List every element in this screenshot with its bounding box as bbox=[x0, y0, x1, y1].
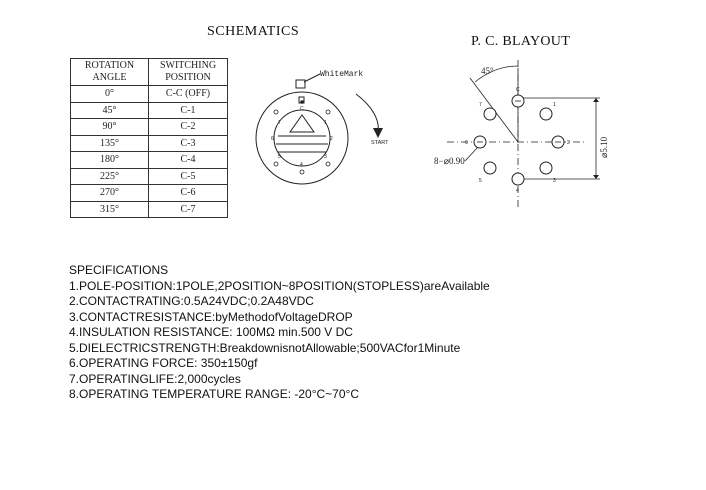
pcb-layout-title: P. C. BLAYOUT bbox=[471, 34, 571, 49]
spec-item: 6.OPERATING FORCE: 350±150gf bbox=[69, 356, 258, 370]
white-mark bbox=[296, 80, 305, 88]
pin-label: 6 bbox=[465, 140, 468, 146]
table-row bbox=[71, 86, 228, 103]
angle-cell: 135° bbox=[71, 135, 149, 152]
table-row bbox=[71, 185, 228, 202]
pin-label: 7 bbox=[479, 102, 482, 108]
header-line: ANGLE bbox=[92, 72, 127, 83]
angle-cell: 180° bbox=[71, 152, 149, 169]
pin-label: C bbox=[516, 87, 520, 93]
pin-hole bbox=[326, 162, 330, 166]
white-mark-label: WhiteMark bbox=[320, 70, 364, 79]
position-cell: C-3 bbox=[149, 135, 228, 152]
diameter-label: ⌀5.10 bbox=[599, 136, 609, 158]
start-arrow bbox=[356, 94, 378, 132]
pin-label: 6 bbox=[271, 136, 274, 142]
pin-label: 2 bbox=[330, 136, 333, 142]
spec-item: 2.CONTACTRATING:0.5A24VDC;0.2A48VDC bbox=[69, 294, 314, 308]
header-line: SWITCHING bbox=[159, 60, 217, 71]
pcb-hole bbox=[540, 108, 552, 120]
pin-hole bbox=[300, 170, 304, 174]
leader-line bbox=[465, 146, 479, 161]
position-cell: C-2 bbox=[149, 119, 228, 136]
hole-label: 8−⌀0.90 bbox=[434, 156, 465, 166]
pin-label: 5 bbox=[479, 178, 482, 184]
arrow-head-icon bbox=[593, 98, 599, 102]
spec-item: 7.OPERATINGLIFE:2,000cycles bbox=[69, 371, 241, 386]
position-cell: C-7 bbox=[149, 201, 228, 218]
pin-label: 4 bbox=[300, 162, 303, 168]
table-header-row bbox=[71, 59, 228, 86]
header-line: POSITION bbox=[165, 72, 211, 83]
table-row bbox=[71, 102, 228, 119]
angle-cell: 225° bbox=[71, 168, 149, 185]
angle-cell: 0° bbox=[71, 86, 149, 103]
spec-item: 5.DIELECTRICSTRENGTH:BreakdownisnotAllowable;500VACfor1Minute bbox=[69, 340, 461, 355]
position-cell: C-5 bbox=[149, 168, 228, 185]
header-line: ROTATION bbox=[84, 60, 135, 71]
angle-label: 45° bbox=[481, 66, 494, 76]
pin-label: 3 bbox=[324, 154, 327, 160]
pcb-hole bbox=[540, 162, 552, 174]
specifications-block bbox=[69, 263, 490, 403]
pin-label: 1 bbox=[553, 102, 556, 108]
pin-hole bbox=[274, 162, 278, 166]
arrow-head-icon bbox=[373, 128, 383, 138]
position-cell: C-4 bbox=[149, 152, 228, 169]
table-row bbox=[71, 135, 228, 152]
pcb-hole bbox=[484, 162, 496, 174]
header-rotation-angle bbox=[71, 59, 149, 86]
angle-cell: 315° bbox=[71, 201, 149, 218]
pin-label: 3 bbox=[553, 178, 556, 184]
spec-item: 8.OPERATING TEMPERATURE RANGE: -20°C~70°C bbox=[69, 387, 359, 401]
angle-cell: 45° bbox=[71, 102, 149, 119]
position-cell: C-1 bbox=[149, 102, 228, 119]
angle-cell: 90° bbox=[71, 119, 149, 136]
table-row bbox=[71, 152, 228, 169]
pin-label: 1 bbox=[324, 120, 327, 126]
angle-cell: 270° bbox=[71, 185, 149, 202]
spec-item: 3.CONTACTRESISTANCE:byMethodofVoltageDROP bbox=[69, 309, 353, 324]
center-label: C bbox=[300, 106, 304, 112]
table-row bbox=[71, 168, 228, 185]
start-label: START bbox=[371, 140, 389, 146]
position-cell: C-6 bbox=[149, 185, 228, 202]
schematics-title: SCHEMATICS bbox=[207, 24, 300, 39]
header-switching-position bbox=[149, 59, 228, 86]
rotary-switch-schematic bbox=[240, 62, 400, 222]
pointer-triangle-icon bbox=[290, 115, 314, 132]
pin-label: 4 bbox=[516, 188, 519, 194]
pin-label: 7 bbox=[278, 120, 281, 126]
pcb-layout-drawing bbox=[425, 58, 615, 218]
pcb-hole bbox=[512, 173, 524, 185]
rotation-table bbox=[70, 58, 228, 218]
specifications-heading: SPECIFICATIONS bbox=[69, 263, 169, 277]
spec-item: 1.POLE-POSITION:1POLE,2POSITION~8POSITION(STOPLESS)areAvailable bbox=[69, 278, 490, 293]
pin-label: 5 bbox=[278, 154, 281, 160]
inner-rotor bbox=[274, 110, 330, 166]
pin-hole bbox=[300, 100, 304, 104]
pcb-hole bbox=[484, 108, 496, 120]
pin-hole bbox=[326, 110, 330, 114]
table-row bbox=[71, 201, 228, 218]
arrow-head-icon bbox=[593, 175, 599, 179]
spec-item: 4.INSULATION RESISTANCE: 100MΩ min.500 V DC bbox=[69, 325, 353, 339]
position-cell: C-C (OFF) bbox=[149, 86, 228, 103]
leader-line bbox=[304, 74, 320, 82]
pin-hole bbox=[274, 110, 278, 114]
table-row bbox=[71, 119, 228, 136]
pin-label: 2 bbox=[567, 140, 570, 146]
